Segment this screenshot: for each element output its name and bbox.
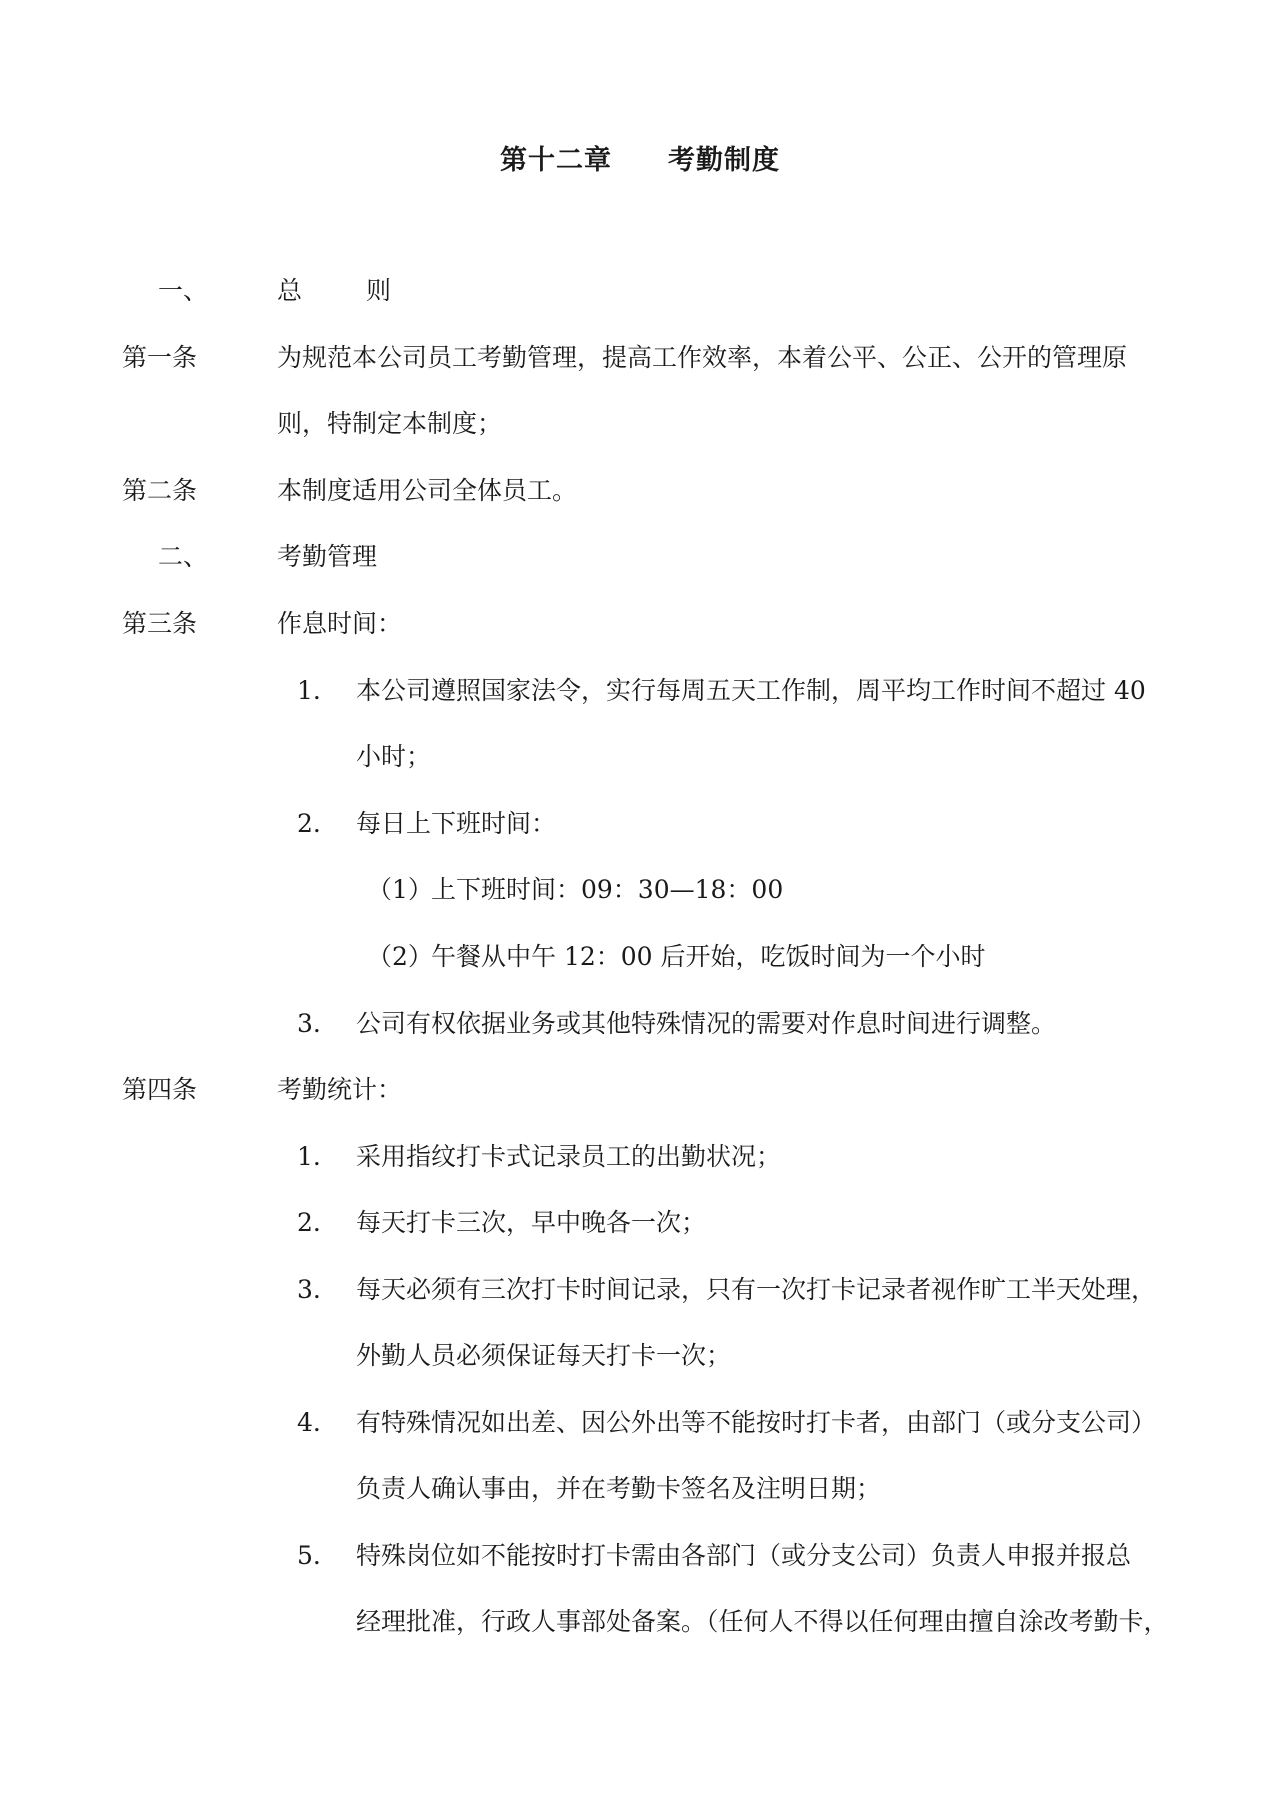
list-item-number: 1. — [297, 676, 321, 705]
article-label: 第一条 — [122, 343, 198, 372]
sub-item-text: 午餐从中午 12：00 后开始，吃饭时间为一个小时 — [431, 942, 986, 971]
list-item-number: 5. — [297, 1541, 321, 1570]
section-title: 考勤管理 — [277, 542, 378, 571]
list-item-text: 负责人确认事由，并在考勤卡签名及注明日期； — [356, 1474, 882, 1503]
chapter-title: 第十二章 考勤制度 — [500, 145, 780, 176]
list-item-text: 公司有权依据业务或其他特殊情况的需要对作息时间进行调整。 — [356, 1009, 1057, 1038]
list-item-text: 有特殊情况如出差、因公外出等不能按时打卡者，由部门（或分支公司） — [356, 1408, 1157, 1437]
list-item-text: 每日上下班时间： — [356, 809, 557, 838]
section-number: 二、 — [158, 542, 209, 571]
section-number: 一、 — [158, 276, 209, 305]
article-label: 第二条 — [122, 476, 198, 505]
list-item-text: 本公司遵照国家法令，实行每周五天工作制，周平均工作时间不超过 40 — [356, 676, 1146, 705]
list-item-text: 特殊岗位如不能按时打卡需由各部门（或分支公司）负责人申报并报总 — [356, 1541, 1132, 1570]
section-title: 总 则 — [277, 276, 419, 305]
list-item-number: 3. — [297, 1275, 321, 1304]
article-label: 第三条 — [122, 609, 198, 638]
article-text-line: 为规范本公司员工考勤管理，提高工作效率，本着公平、公正、公开的管理原 — [277, 343, 1128, 372]
list-item-text: 外勤人员必须保证每天打卡一次； — [356, 1341, 732, 1370]
list-item-text: 每天打卡三次，早中晚各一次； — [356, 1208, 707, 1237]
list-item-text: 每天必须有三次打卡时间记录，只有一次打卡记录者视作旷工半天处理， — [356, 1275, 1157, 1304]
article-heading: 考勤统计： — [277, 1075, 403, 1104]
list-item-number: 3. — [297, 1009, 321, 1038]
article-text-line: 本制度适用公司全体员工。 — [277, 476, 578, 505]
list-item-text: 经理批准，行政人事部处备案。（任何人不得以任何理由擅自涂改考勤卡， — [356, 1607, 1169, 1636]
list-item-number: 2. — [297, 809, 321, 838]
list-item-number: 4. — [297, 1408, 321, 1437]
list-item-text: 采用指纹打卡式记录员工的出勤状况； — [356, 1142, 782, 1171]
article-text-line: 则，特制定本制度； — [277, 409, 503, 438]
list-item-number: 1. — [297, 1142, 321, 1171]
sub-item-text: 上下班时间：09：30—18：00 — [431, 875, 784, 904]
article-label: 第四条 — [122, 1075, 198, 1104]
list-item-text: 小时； — [356, 742, 432, 771]
article-heading: 作息时间： — [277, 609, 403, 638]
sub-item-number: （2） — [367, 942, 433, 971]
sub-item-number: （1） — [367, 875, 433, 904]
list-item-number: 2. — [297, 1208, 321, 1237]
